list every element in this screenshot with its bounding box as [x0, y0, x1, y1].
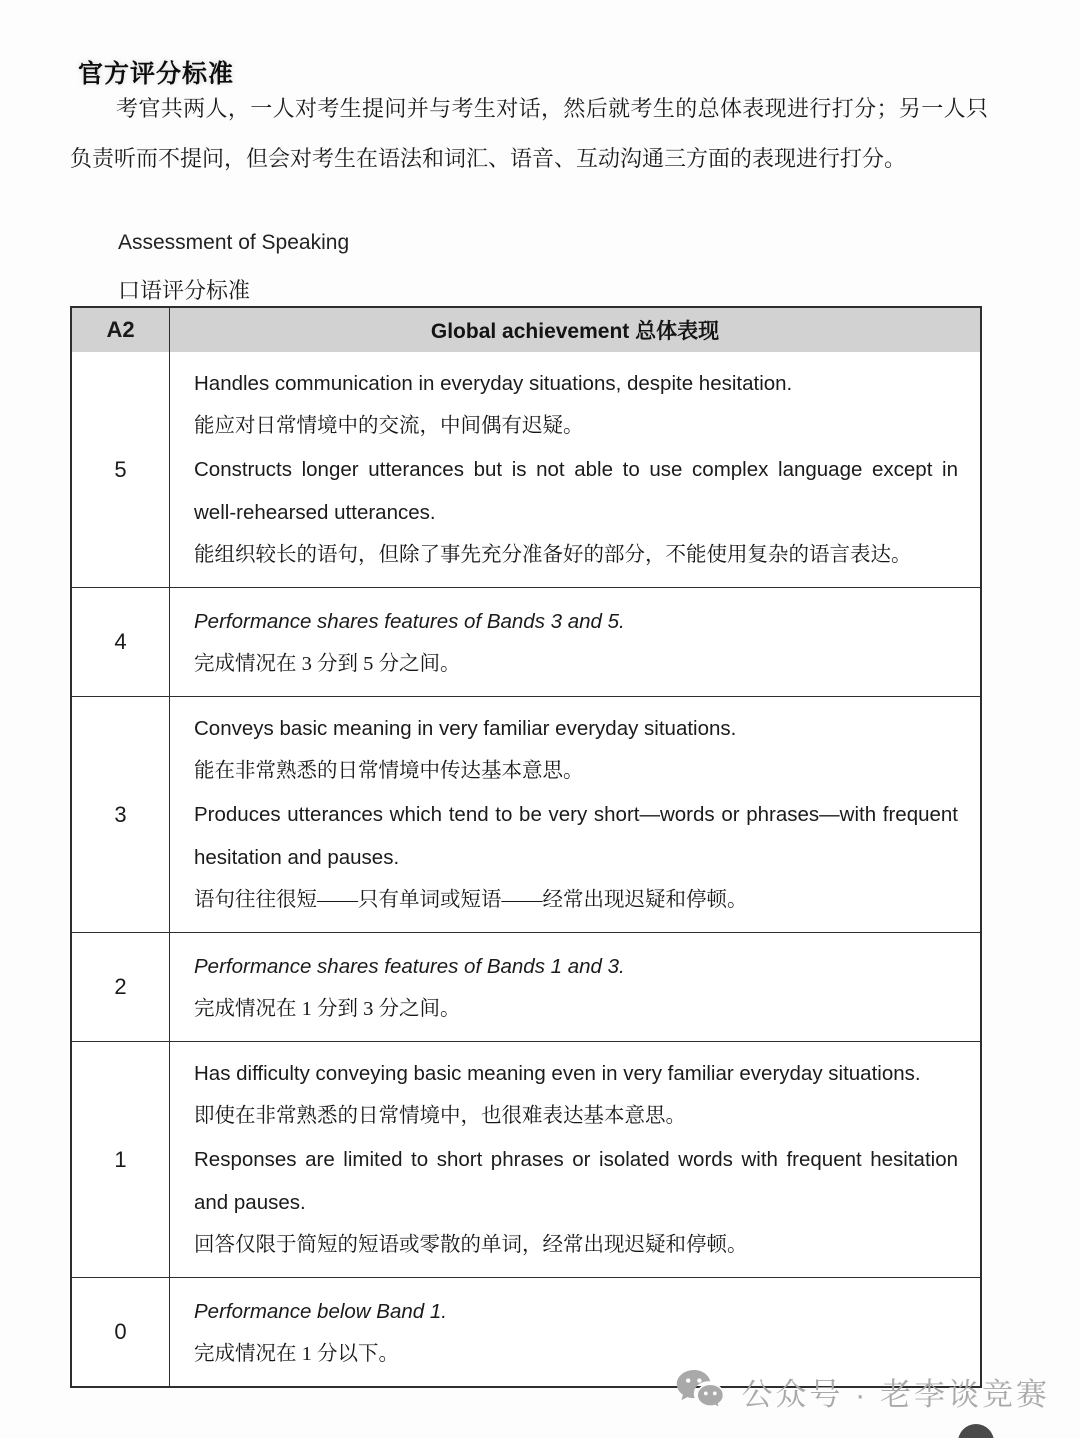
band-score: 4	[114, 629, 127, 654]
band-score: 2	[114, 974, 127, 999]
wechat-icon	[675, 1368, 725, 1414]
rubric-row	[72, 932, 980, 1041]
row-lines	[170, 697, 980, 932]
rubric-row	[72, 1041, 980, 1277]
cefr-level-label: A2	[106, 317, 135, 342]
criteria-text-en: Performance shares features of Bands 3 and 5.	[194, 610, 625, 633]
criteria-text-en: Constructs longer utterances but is not able to use complex language except in well-rehearsed utterances.	[194, 458, 958, 524]
column-header-cell	[170, 308, 980, 352]
criteria-text-zh: 能应对日常情境中的交流，中间偶有迟疑。	[194, 415, 584, 437]
criteria-text-en: Has difficulty conveying basic meaning even in very familiar everyday situations.	[194, 1062, 921, 1085]
row-lines	[170, 933, 980, 1041]
column-header-label: Global achievement 总体表现	[430, 320, 720, 343]
row-lines	[170, 1042, 980, 1277]
page-title: 官方评分标准	[78, 60, 235, 88]
row-lines	[170, 588, 980, 696]
band-cell	[72, 1278, 170, 1386]
page-number-circle	[958, 1424, 994, 1438]
rubric-table-body	[72, 352, 980, 1386]
band-score: 1	[114, 1146, 127, 1172]
criteria-text-en: Performance shares features of Bands 1 and 3.	[194, 955, 625, 978]
criteria-text-zh: 回答仅限于简短的短语或零散的单词，经常出现迟疑和停顿。	[194, 1234, 748, 1256]
subtitle-chinese: 口语评分标准	[118, 278, 251, 303]
watermark	[675, 1368, 1050, 1414]
intro-paragraph: 考官共两人，一人对考生提问并与考生对话，然后就考生的总体表现进行打分；另一人只负责听而不提问，但会对考生在语法和词汇、语音、互动沟通三方面的表现进行打分。	[70, 96, 988, 171]
row-lines	[170, 352, 980, 587]
rubric-table	[70, 306, 982, 1388]
criteria-text-zh: 能组织较长的语句，但除了事先充分准备好的部分，不能使用复杂的语言表达。	[194, 544, 912, 566]
band-score: 3	[114, 801, 127, 827]
watermark-text: 公众号 · 老李谈竞赛	[741, 1376, 1050, 1412]
rubric-row	[72, 587, 980, 696]
band-cell	[72, 588, 170, 696]
rubric-row	[72, 352, 980, 587]
criteria-text-en: Handles communication in everyday situations, despite hesitation.	[194, 372, 793, 395]
criteria-text-en: Produces utterances which tend to be very short—words or phrases—with frequent hesitation and pauses.	[194, 803, 958, 869]
rubric-table-header	[72, 308, 980, 352]
level-header-cell	[72, 308, 170, 352]
band-score: 0	[114, 1319, 127, 1344]
subtitle-english: Assessment of Speaking	[118, 231, 350, 254]
rubric-row	[72, 696, 980, 932]
criteria-text-en: Responses are limited to short phrases or isolated words with frequent hesitation and pauses.	[194, 1148, 958, 1214]
band-cell	[72, 352, 170, 587]
criteria-text-zh: 语句往往很短——只有单词或短语——经常出现迟疑和停顿。	[194, 889, 748, 911]
band-cell	[72, 1042, 170, 1277]
criteria-text-en: Performance below Band 1.	[194, 1300, 447, 1323]
criteria-text-zh: 完成情况在 3 分到 5 分之间。	[194, 653, 461, 675]
band-score: 5	[114, 456, 127, 482]
criteria-text-zh: 完成情况在 1 分到 3 分之间。	[194, 998, 461, 1020]
criteria-text-zh: 完成情况在 1 分以下。	[194, 1343, 399, 1365]
band-cell	[72, 697, 170, 932]
criteria-text-en: Conveys basic meaning in very familiar everyday situations.	[194, 717, 737, 740]
criteria-text-zh: 能在非常熟悉的日常情境中传达基本意思。	[194, 760, 584, 782]
criteria-text-zh: 即使在非常熟悉的日常情境中，也很难表达基本意思。	[194, 1105, 686, 1127]
band-cell	[72, 933, 170, 1041]
